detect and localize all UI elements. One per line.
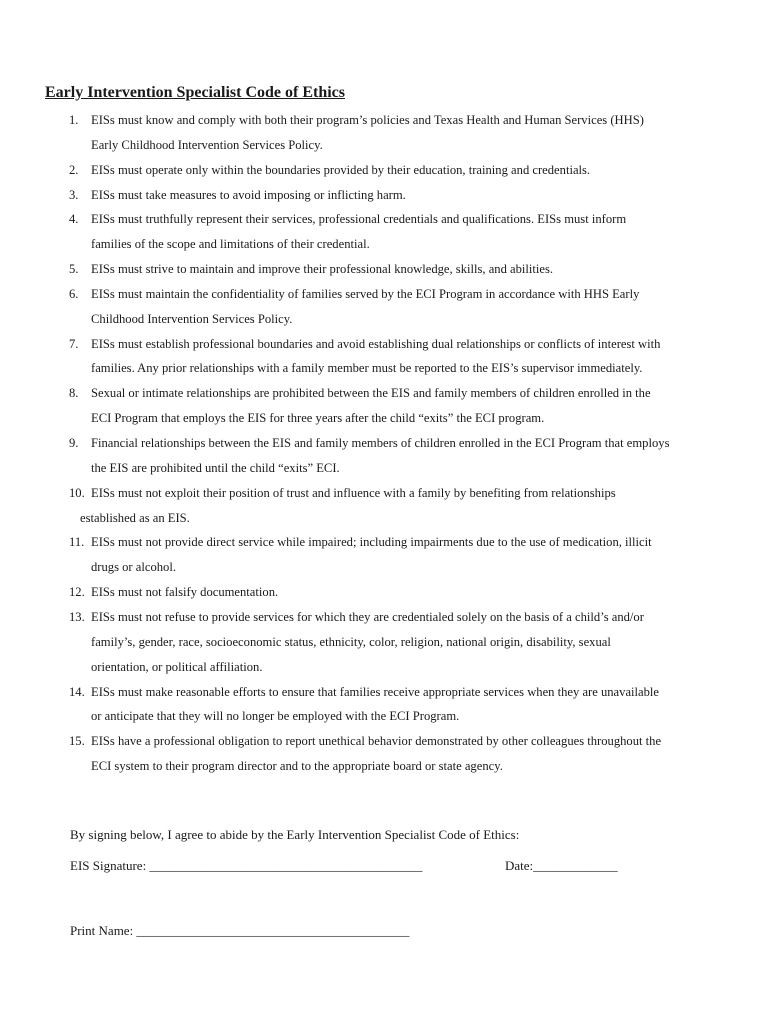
document-title: Early Intervention Specialist Code of Ethics [45, 84, 345, 101]
list-item-text: or anticipate that they will no longer be employed with the ECI Program. [91, 709, 460, 724]
list-item-text: the EIS are prohibited until the child “exits” ECI. [91, 460, 340, 475]
list-item-number: 6. [69, 286, 79, 301]
list-item-text: families of the scope and limitations of their credential. [91, 237, 370, 252]
list-item-text: EISs must truthfully represent their services, professional credentials and qualifications. EISs must inform [91, 212, 627, 227]
list-item-text: EISs must not falsify documentation. [91, 585, 279, 600]
list-item-text: family’s, gender, race, socioeconomic status, ethnicity, color, religion, national origin, disability, sexual [91, 634, 611, 649]
list-item-number: 10. [69, 485, 85, 500]
list-item-text: EISs must maintain the confidentiality of families served by the ECI Program in accordance with HHS Early [91, 286, 640, 301]
list-item-number: 5. [69, 262, 79, 277]
list-item-text: Financial relationships between the EIS and family members of children enrolled in the ECI Program that employs [91, 436, 670, 451]
list-item-number: 9. [69, 436, 79, 451]
list-item-number: 11. [69, 535, 85, 550]
agreement-statement: By signing below, I agree to abide by the Early Intervention Specialist Code of Ethics: [70, 827, 520, 842]
list-item-text: EISs must know and comply with both their program’s policies and Texas Health and Human Services (HHS) [91, 113, 644, 127]
list-item-text: EISs must not refuse to provide services for which they are credentialed solely on the basis of a child’s and/or [91, 610, 644, 624]
date-field[interactable]: Date:_____________ [505, 858, 618, 873]
list-item-number: 14. [69, 684, 85, 699]
eis-signature-field[interactable]: EIS Signature: __________________________________________ [70, 858, 423, 873]
list-item-number: 7. [69, 336, 79, 351]
list-item-text: families. Any prior relationships with a family member must be reported to the EIS’s supervisor immediately. [91, 361, 643, 376]
list-item-text: EISs must establish professional boundaries and avoid establishing dual relationships or conflicts of interest with [91, 336, 661, 351]
list-item-text: EISs must not exploit their position of trust and influence with a family by benefiting from relationships [91, 485, 616, 500]
list-item-number: 12. [69, 585, 85, 600]
list-item-number: 13. [69, 610, 85, 624]
list-item-text: EISs have a professional obligation to report unethical behavior demonstrated by other colleagues throughout the [91, 734, 662, 749]
list-item-number: 3. [69, 187, 79, 202]
list-item-number: 2. [69, 162, 79, 177]
list-item-text: EISs must not provide direct service while impaired; including impairments due to the use of medication, illicit [91, 535, 652, 550]
list-item-number: 1. [69, 113, 79, 127]
list-item-text: Early Childhood Intervention Services Policy. [91, 137, 323, 152]
list-item-number: 15. [69, 734, 85, 749]
list-item-text: EISs must operate only within the boundaries provided by their education, training and credentials. [91, 162, 591, 177]
list-item-text: established as an EIS. [80, 510, 190, 525]
list-item-text: drugs or alcohol. [91, 560, 176, 575]
list-item-text: Childhood Intervention Services Policy. [91, 311, 293, 326]
list-item-number: 4. [69, 212, 79, 227]
list-item-text: EISs must take measures to avoid imposing or inflicting harm. [91, 187, 406, 202]
list-item-text: EISs must make reasonable efforts to ensure that families receive appropriate services when they are unavailable [91, 684, 660, 699]
list-item-text: Sexual or intimate relationships are prohibited between the EIS and family members of children enrolled in the [91, 386, 651, 401]
list-item-text: ECI system to their program director and to the appropriate board or state agency. [91, 759, 503, 774]
list-item-text: orientation, or political affiliation. [91, 659, 263, 674]
list-item-text: EISs must strive to maintain and improve their professional knowledge, skills, and abilities. [91, 262, 554, 277]
list-item-text: ECI Program that employs the EIS for three years after the child “exits” the ECI program. [91, 411, 545, 426]
print-name-field[interactable]: Print Name: __________________________________________ [70, 923, 410, 938]
list-item-number: 8. [69, 386, 79, 401]
